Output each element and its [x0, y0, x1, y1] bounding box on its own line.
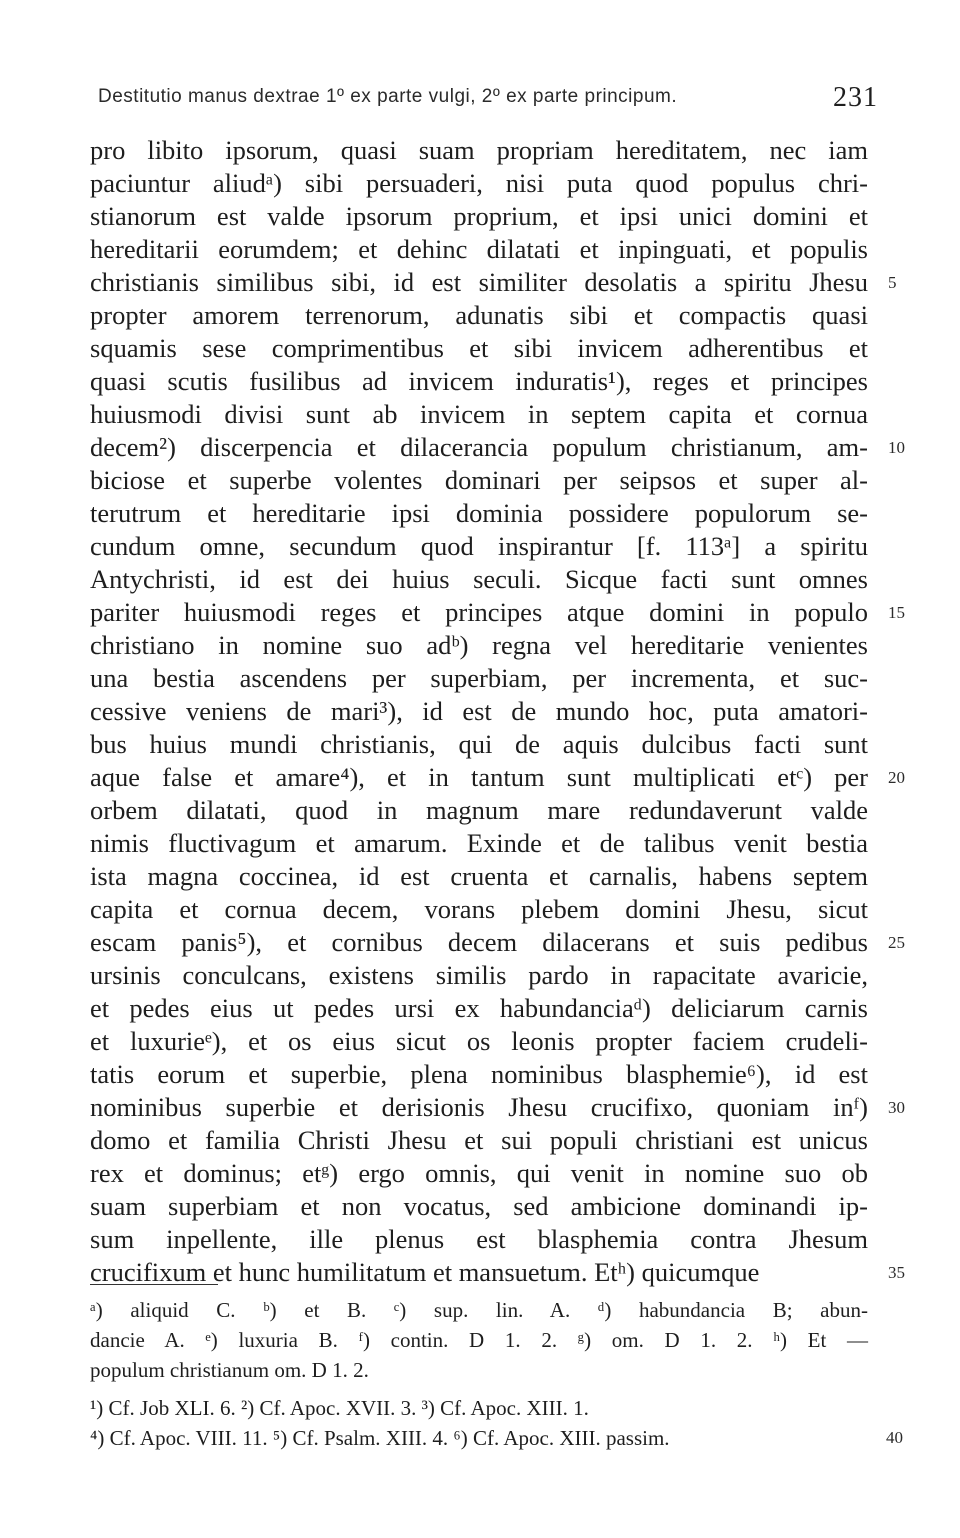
text-line: huiusmodi divisi sunt ab invicem in septem capita et cornua: [90, 399, 868, 429]
text-line: suam superbiam et non vocatus, sed ambicione dominandi ip-: [90, 1191, 868, 1221]
margin-line-number: 40: [886, 1428, 903, 1447]
margin-line-number: 10: [888, 438, 905, 457]
text-line: propter amorem terrenorum, adunatis sibi et compactis quasi: [90, 300, 868, 330]
margin-line-number: 5: [888, 273, 897, 292]
text-line: ursinis conculcans, existens similis pardo in rapacitate avaricie,: [90, 960, 868, 990]
margin-line-number: 35: [888, 1263, 905, 1282]
text-line: escam panis⁵), et cornibus decem dilacerans et suis pedibus: [90, 927, 868, 957]
text-line: squamis sese comprimentibus et sibi invicem adherentibus et: [90, 333, 868, 363]
text-line: quasi scutis fusilibus ad invicem induratis¹), reges et principes: [90, 366, 868, 396]
text-line: orbem dilatati, quod in magnum mare redundaverunt valde: [90, 795, 868, 825]
text-line: nominibus superbie et derisionis Jhesu crucifixo, quoniam inᶠ): [90, 1092, 868, 1122]
text-line: pro libito ipsorum, quasi suam propriam hereditatem, nec iam: [90, 135, 868, 165]
text-line: biciose et superbe volentes dominari per seipsos et super al-: [90, 465, 868, 495]
text-line: cundum omne, secundum quod inspirantur [f. 113ᵃ] a spiritu: [90, 531, 868, 561]
text-line: paciuntur aliudᵃ) sibi persuaderi, nisi puta quod populus chri-: [90, 168, 868, 198]
running-header: [98, 78, 878, 118]
margin-line-number: 30: [888, 1098, 905, 1117]
text-line: christianis similibus sibi, id est similiter desolatis a spiritu Jhesu: [90, 267, 868, 297]
text-line: et pedes eius ut pedes ursi ex habundanciaᵈ) deliciarum carnis: [90, 993, 868, 1023]
margin-line-number: 25: [888, 933, 905, 952]
text-line: domo et familia Christi Jhesu et sui populi christiani est unicus: [90, 1125, 868, 1155]
text-line: nimis fluctivagum et amarum. Exinde et de talibus venit bestia: [90, 828, 868, 858]
text-line: stianorum est valde ipsorum proprium, et ipsi unici domini et: [90, 201, 868, 231]
text-line: pariter huiusmodi reges et principes atque domini in populo: [90, 597, 868, 627]
footnote-line: ⁴) Cf. Apoc. VIII. 11. ⁵) Cf. Psalm. XIII. 4. ⁶) Cf. Apoc. XIII. passim.: [90, 1426, 670, 1450]
text-line: cessive veniens de mari³), id est de mundo hoc, puta amatori-: [90, 696, 868, 726]
text-line: sum inpellente, ille plenus est blasphemia contra Jhesum: [90, 1224, 868, 1254]
text-line: et luxurieᵉ), et os eius sicut os leonis propter faciem crudeli-: [90, 1026, 868, 1056]
text-line: tatis eorum et superbie, plena nominibus blasphemie⁶), id est: [90, 1059, 868, 1089]
text-line: decem²) discerpencia et dilacerancia populum christianum, am-: [90, 432, 868, 462]
text-line: rex et dominus; etᵍ) ergo omnis, qui venit in nomine suo ob: [90, 1158, 868, 1188]
text-line: hereditarii eorumdem; et dehinc dilatati et inpinguati, et populis: [90, 234, 868, 264]
margin-line-number: 20: [888, 768, 905, 787]
text-line: terutrum et hereditarie ipsi dominia possidere populorum se-: [90, 498, 868, 528]
text-line: aque false et amare⁴), et in tantum sunt multiplicati etᶜ) per: [90, 762, 868, 792]
text-line: christiano in nomine suo adᵇ) regna vel hereditarie venientes: [90, 630, 868, 660]
text-line: ista magna coccinea, id est cruenta et carnalis, habens septem: [90, 861, 868, 891]
footnote-separator: [90, 1284, 218, 1285]
text-line: bus huius mundi christianis, qui de aquis dulcibus facti sunt: [90, 729, 868, 759]
footnote-line: populum christianum om. D 1. 2.: [90, 1358, 369, 1382]
page-number: 231: [833, 82, 878, 113]
text-line: una bestia ascendens per superbiam, per incrementa, et suc-: [90, 663, 868, 693]
footnote-line: ᵃ) aliquid C. ᵇ) et B. ᶜ) sup. lin. A. ᵈ) habundancia B; abun-: [90, 1298, 868, 1322]
running-head-title: Destitutio manus dextrae 1º ex parte vulgi, 2º ex parte principum.: [98, 86, 678, 107]
text-line: crucifixum et hunc humilitatum et mansuetum. Etʰ) quicumque: [90, 1257, 760, 1287]
footnote-line: ¹) Cf. Job XLI. 6. ²) Cf. Apoc. XVII. 3. ³) Cf. Apoc. XIII. 1.: [90, 1396, 589, 1420]
text-line: Antychristi, id est dei huius seculi. Sicque facti sunt omnes: [90, 564, 868, 594]
margin-line-number: 15: [888, 603, 905, 622]
footnote-line: dancie A. ᵉ) luxuria B. ᶠ) contin. D 1. 2. ᵍ) om. D 1. 2. ʰ) Et —: [90, 1328, 868, 1352]
text-line: capita et cornua decem, vorans plebem domini Jhesu, sicut: [90, 894, 868, 924]
